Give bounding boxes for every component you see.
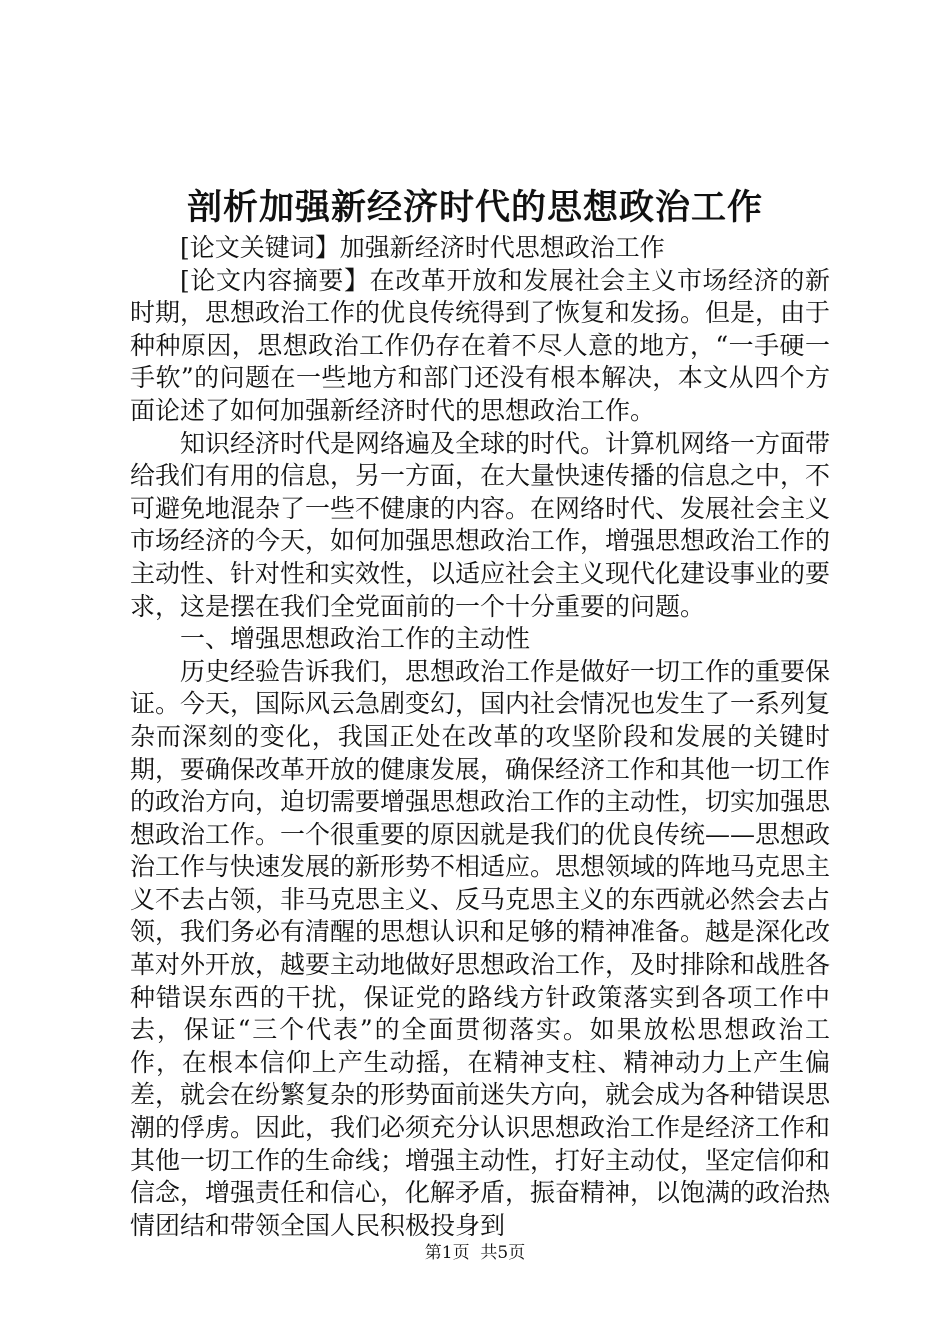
total-pages: 共5页 xyxy=(480,1243,526,1263)
document-title: 剖析加强新经济时代的思想政治工作 xyxy=(186,187,763,228)
section-paragraph: 历史经验告诉我们，思想政治工作是做好一切工作的重要保证。今天，国际风云急剧变幻，国内社会情况也发生了一系列复杂而深刻的变化，我国正处在改革的攻坚阶段和发展的关键时期，要确保改革开放的健康发展，确保经济工作和其他一切工作的政治方向，迫切需要增强思想政治工作的主动性，切实加强思想政治工作。一个很重要的原因就是我们的优良传统——思想政治工作与快速发展的新形势不相适应。思想领域的阵地马克思主义不去占领，非马克思主义、反马克思主义的东西就必然会去占领，我们务必有清醒的思想认识和足够的精神准备。越是深化改革对外开放，越要主动地做好思想政治工作，及时排除和战胜各种错误东西的干扰，保证党的路线方针政策落实到各项工作中去，保证“三个代表”的全面贯彻落实。如果放松思想政治工作，在根本信仰上产生动摇，在精神支柱、精神动力上产生偏差，就会在纷繁复杂的形势面前迷失方向，就会成为各种错误思潮的俘虏。因此，我们必须充分认识思想政治工作是经济工作和其他一切工作的生命线；增强主动性，打好主动仗，坚定信仰和信念，增强责任和信心，化解矛盾，振奋精神，以饱满的政治热情团结和带领全国人民积极投身到 xyxy=(130,656,831,1240)
section-heading: 一、增强思想政治工作的主动性 xyxy=(180,624,531,654)
intro-paragraph: 知识经济时代是网络遍及全球的时代。计算机网络一方面带给我们有用的信息，另一方面，在大量快速传播的信息之中，不可避免地混杂了一些不健康的内容。在网络时代、发展社会主义市场经济的今天，如何加强思想政治工作，增强思想政治工作的主动性、针对性和实效性，以适应社会主义现代化建设事业的要求，这是摆在我们全党面前的一个十分重要的问题。 xyxy=(130,428,831,621)
page-number: 第1页 xyxy=(424,1243,470,1263)
document-body xyxy=(130,232,830,1242)
keywords-paragraph: [论文关键词】加强新经济时代思想政治工作 xyxy=(180,233,665,262)
page-footer xyxy=(0,1241,950,1265)
abstract-paragraph: [论文内容摘要】在改革开放和发展社会主义市场经济的新时期，思想政治工作的优良传统得到了恢复和发扬。但是，由于种种原因，思想政治工作仍存在着不尽人意的地方，“一手硬一手软”的问题在一些地方和部门还没有根本解决，本文从四个方面论述了如何加强新经济时代的思想政治工作。 xyxy=(130,265,831,425)
